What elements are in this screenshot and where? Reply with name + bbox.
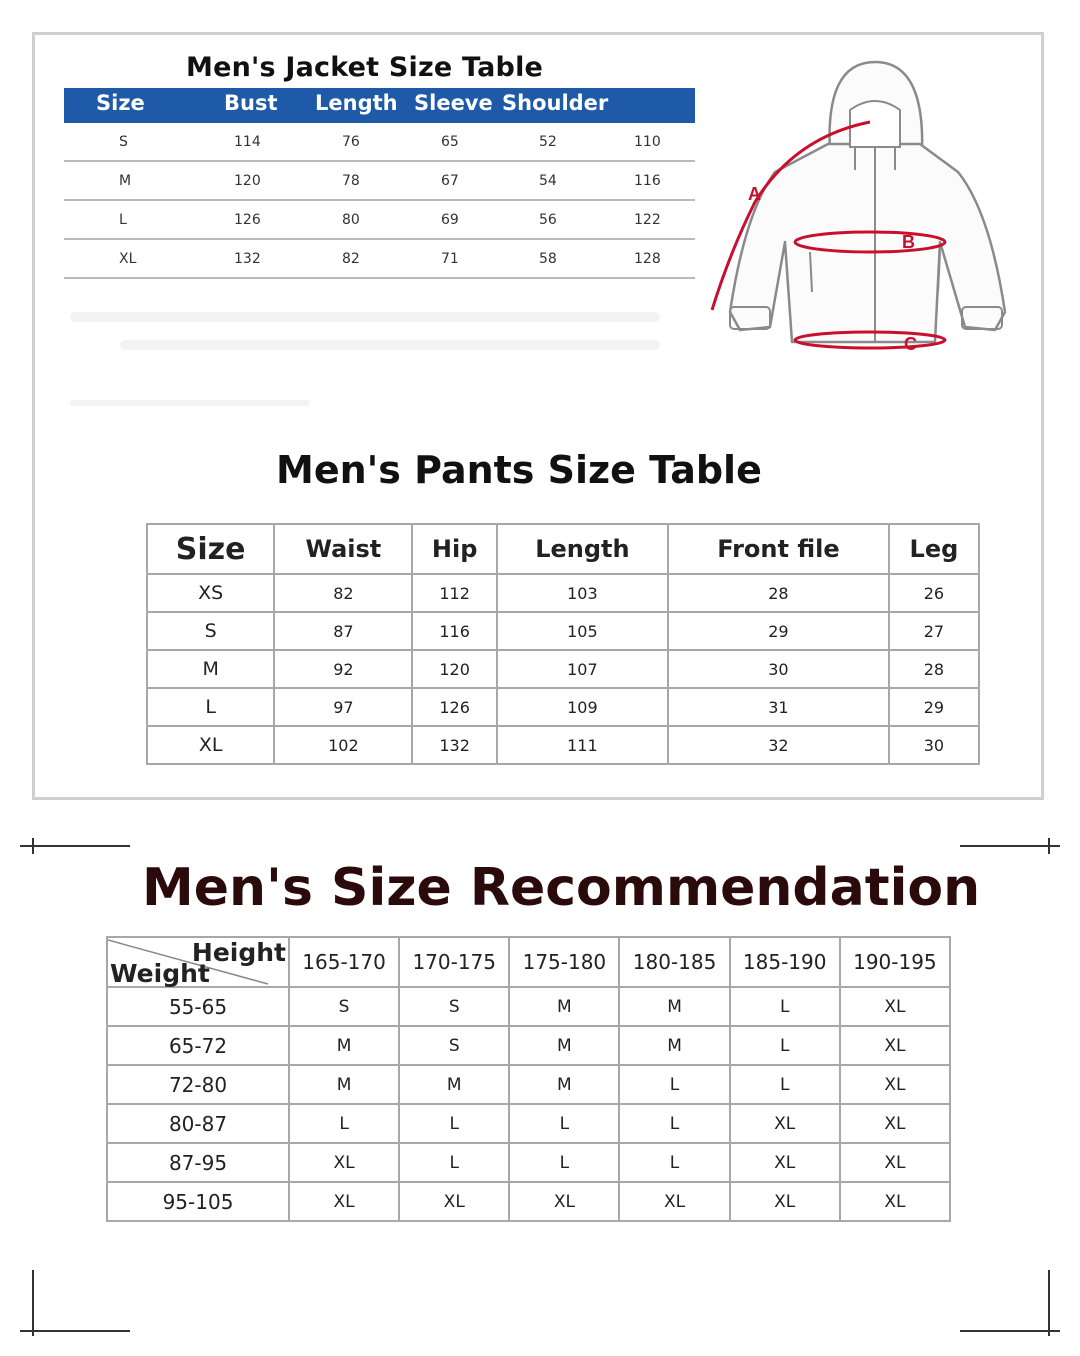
table-cell: 69 (441, 212, 459, 228)
jacket-size-table (64, 88, 695, 279)
table-row (147, 688, 979, 726)
table-cell: 82 (342, 251, 360, 267)
table-cell: 65 (441, 134, 459, 150)
table-cell: 56 (539, 212, 557, 228)
table-cell: 78 (342, 173, 360, 189)
table-cell: 30 (668, 650, 889, 688)
table-cell: 87 (274, 612, 412, 650)
pants-table-title: Men's Pants Size Table (276, 448, 762, 492)
table-cell: S (119, 134, 128, 150)
height-column-header: 165-170 (289, 937, 399, 987)
table-cell: 126 (234, 212, 261, 228)
table-row (147, 650, 979, 688)
decorative-rule (32, 1270, 34, 1336)
height-column-header: 180-185 (619, 937, 729, 987)
table-cell: M (509, 987, 619, 1026)
faded-text-line (120, 340, 660, 350)
weight-row-header: 65-72 (107, 1026, 289, 1065)
table-row (107, 1182, 950, 1221)
pants-header-size: Size (147, 524, 274, 574)
table-row (64, 201, 695, 240)
weight-row-header: 80-87 (107, 1104, 289, 1143)
table-cell: M (147, 650, 274, 688)
table-cell: XL (289, 1143, 399, 1182)
table-cell: 32 (668, 726, 889, 764)
table-row (107, 1026, 950, 1065)
table-cell: L (509, 1104, 619, 1143)
table-cell: XL (399, 1182, 509, 1221)
height-weight-corner-cell (107, 937, 289, 987)
recommendation-title: Men's Size Recommendation (142, 858, 981, 918)
pants-header-leg: Leg (889, 524, 979, 574)
table-cell: 26 (889, 574, 979, 612)
table-cell: M (289, 1026, 399, 1065)
table-cell: M (399, 1065, 509, 1104)
table-cell: 82 (274, 574, 412, 612)
table-row (64, 240, 695, 279)
table-cell: XL (730, 1182, 840, 1221)
table-cell: M (509, 1026, 619, 1065)
height-column-header: 170-175 (399, 937, 509, 987)
size-recommendation-table (106, 936, 951, 1222)
table-cell: 80 (342, 212, 360, 228)
table-cell: XL (840, 1065, 950, 1104)
jacket-header-bust: Bust (224, 91, 278, 115)
table-row (64, 123, 695, 162)
jacket-header-size: Size (96, 91, 145, 115)
table-cell: 105 (497, 612, 668, 650)
decorative-rule (960, 1330, 1060, 1332)
table-cell: 92 (274, 650, 412, 688)
table-cell: XL (147, 726, 274, 764)
table-cell: L (619, 1143, 729, 1182)
decorative-rule (20, 845, 130, 847)
table-cell: M (619, 1026, 729, 1065)
table-cell: 54 (539, 173, 557, 189)
table-cell: 27 (889, 612, 979, 650)
table-cell: 132 (234, 251, 261, 267)
pants-header-length: Length (497, 524, 668, 574)
table-cell: 107 (497, 650, 668, 688)
jacket-table-title: Men's Jacket Size Table (186, 52, 544, 83)
pants-size-table (146, 523, 980, 765)
height-column-header: 175-180 (509, 937, 619, 987)
table-cell: S (289, 987, 399, 1026)
table-cell: 97 (274, 688, 412, 726)
table-cell: XL (119, 251, 137, 267)
table-cell: L (509, 1143, 619, 1182)
faded-text-line (70, 400, 310, 406)
weight-row-header: 95-105 (107, 1182, 289, 1221)
table-cell: L (399, 1104, 509, 1143)
table-cell: 28 (668, 574, 889, 612)
recommendation-header (107, 937, 950, 987)
table-cell: 30 (889, 726, 979, 764)
table-cell: 103 (497, 574, 668, 612)
table-row (64, 162, 695, 201)
table-cell: 29 (889, 688, 979, 726)
table-cell: 76 (342, 134, 360, 150)
table-cell: 116 (412, 612, 496, 650)
table-cell: S (399, 987, 509, 1026)
measure-label-a: A (748, 184, 761, 204)
table-cell: M (619, 987, 729, 1026)
table-row (107, 987, 950, 1026)
table-cell: 29 (668, 612, 889, 650)
pants-header-hip: Hip (412, 524, 496, 574)
decorative-rule (1048, 1270, 1050, 1336)
table-cell: XL (509, 1182, 619, 1221)
table-cell: L (619, 1104, 729, 1143)
weight-axis-label: Weight (110, 959, 210, 988)
height-axis-label: Height (191, 938, 286, 967)
table-cell: 28 (889, 650, 979, 688)
table-cell: 31 (668, 688, 889, 726)
table-cell: S (147, 612, 274, 650)
table-cell: L (399, 1143, 509, 1182)
table-cell: 111 (497, 726, 668, 764)
table-cell: 120 (234, 173, 261, 189)
table-cell: XS (147, 574, 274, 612)
faded-text-line (70, 312, 660, 322)
table-cell: L (730, 1026, 840, 1065)
table-cell: XL (840, 1104, 950, 1143)
jacket-header-sleeve: Sleeve (414, 91, 493, 115)
table-cell: 116 (634, 173, 661, 189)
table-cell: 128 (634, 251, 661, 267)
table-cell: S (399, 1026, 509, 1065)
decorative-rule (960, 845, 1060, 847)
table-cell: XL (840, 1182, 950, 1221)
table-cell: L (147, 688, 274, 726)
table-cell: 102 (274, 726, 412, 764)
table-row (147, 574, 979, 612)
pants-header-waist: Waist (274, 524, 412, 574)
decorative-rule (32, 838, 34, 854)
table-cell: L (289, 1104, 399, 1143)
table-cell: 120 (412, 650, 496, 688)
table-cell: 126 (412, 688, 496, 726)
jacket-measurement-illustration (700, 52, 1035, 362)
height-column-header: 185-190 (730, 937, 840, 987)
table-cell: 122 (634, 212, 661, 228)
jacket-table-header (64, 88, 695, 123)
table-cell: 58 (539, 251, 557, 267)
pants-header-front-file: Front file (668, 524, 889, 574)
weight-row-header: 72-80 (107, 1065, 289, 1104)
table-cell: 67 (441, 173, 459, 189)
table-cell: M (119, 173, 132, 189)
decorative-rule (1048, 838, 1050, 854)
table-row (107, 1104, 950, 1143)
table-cell: L (119, 212, 127, 228)
table-cell: M (289, 1065, 399, 1104)
table-cell: L (730, 1065, 840, 1104)
table-cell: XL (840, 1143, 950, 1182)
table-cell: XL (730, 1143, 840, 1182)
table-row (107, 1143, 950, 1182)
table-cell: XL (619, 1182, 729, 1221)
weight-row-header: 55-65 (107, 987, 289, 1026)
table-cell: 109 (497, 688, 668, 726)
table-cell: M (509, 1065, 619, 1104)
table-cell: L (619, 1065, 729, 1104)
table-row (147, 612, 979, 650)
jacket-header-shoulder: Shoulder (502, 91, 609, 115)
decorative-rule (20, 1330, 130, 1332)
weight-row-header: 87-95 (107, 1143, 289, 1182)
table-cell: XL (840, 1026, 950, 1065)
measure-label-c: C (904, 334, 917, 354)
pants-table-header (147, 524, 979, 574)
table-cell: 114 (234, 134, 261, 150)
table-row (107, 1065, 950, 1104)
table-cell: 110 (634, 134, 661, 150)
table-cell: XL (840, 987, 950, 1026)
table-row (147, 726, 979, 764)
table-cell: L (730, 987, 840, 1026)
measure-label-b: B (902, 232, 915, 252)
table-cell: XL (289, 1182, 399, 1221)
table-cell: 132 (412, 726, 496, 764)
table-cell: 52 (539, 134, 557, 150)
table-cell: XL (730, 1104, 840, 1143)
table-cell: 71 (441, 251, 459, 267)
height-column-header: 190-195 (840, 937, 950, 987)
table-cell: 112 (412, 574, 496, 612)
jacket-header-length: Length (315, 91, 398, 115)
